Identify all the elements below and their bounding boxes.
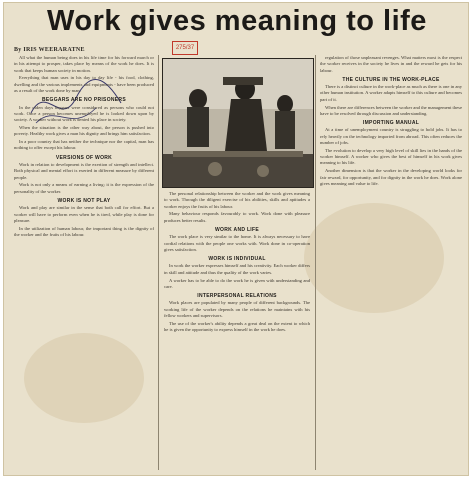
paragraph: The evolution to develop a very high level of skill lies in the hands of the worker himself. A worker who gives the best of himself in his work gives meaning to his life. [320,147,462,166]
paragraph: In a poor country that has neither the technique nor the capital, man has nothing to offer except his labour. [14,139,154,151]
workers-photo-image [163,59,313,187]
paragraph: Work places are populated by many people of different backgrounds. The working life of the worker depends on the relations he maintains with his fellow workers and supervisors. [164,300,310,319]
section-heading: WORK IS INDIVIDUAL [208,256,266,263]
paragraph: Everything that man uses in his day to day life - his food, clothing, dwelling and the various implements and equipments - have been produced as a result of the work done by man. [14,75,154,93]
paragraph: The use of the worker's ability depends a great deal on the extent to which he is given the opportunity to express himself in the work he does. [164,320,310,333]
paragraph: regulation of those unpleasant revenges. What matters most is the respect the worker receives in the society he lives in and the reward he gets for his labour. [320,55,462,73]
paragraph: Work and play are similar in the sense that both call for effort. But a worker will have to perform even when he is tired, while play is done for pleasure. [14,205,154,223]
section-heading: INTERPERSONAL RELATIONS [197,293,277,300]
paragraph: Another dimension is that the worker in the developing world looks for fair reward, for opportunity, and for dignity in the work he does. Work alone gives meaning and value to life. [320,168,462,186]
paragraph: All what the human being does in his life time for his forward march or in his attempt to prosper, takes place by means of the work he does. It is work that keeps human society in motion. [14,55,154,73]
section-heading: WORK IS NOT PLAY [57,197,111,204]
paragraph: The work place is very similar to the home. It is always necessary to have cordial relations with the people one works with. Work done in co-operation gives satisfaction. [164,234,310,252]
paragraph: In the olden days beggars were considered as persons who could not work. Once a person becomes unemployed he is looked down upon by society. A worker without work is denied his place in society. [14,104,154,123]
paragraph: There is a distinct culture in the work-place as much as there is one in any other human institution. A worker adapts himself to this culture and becomes part of it. [320,84,462,102]
paragraph: When there are differences between the worker and the management these have to be resolved through discussion and understanding. [320,104,462,116]
paragraph: When the situation is the other way about, the person is pushed into poverty. Healthy work gives a man his dignity and brings him satisfaction. [14,124,154,137]
section-heading: WORK AND LIFE [215,226,259,233]
paragraph: Many behaviour responds favourably to work. Work done with pleasure produces better results. [164,211,310,223]
section-heading: VERSIONS OF WORK [55,154,113,161]
article-headline: Work gives meaning to life [47,5,427,37]
column-rule [315,55,316,470]
paragraph: A worker has to be able to do the work he is given with understanding and care. [164,277,310,289]
article-byline: By IRIS WEERARATNE [14,47,85,53]
article-column-2 [164,191,310,470]
article-column-3 [320,55,462,470]
article-column-1 [14,55,154,470]
paragraph: At a time of unemployment country is struggling to hold jobs. It has to rely heavily on the technology imported from abroad. This often reduces the number of jobs. [320,127,462,146]
paragraph: Work in relation to development is the exertion of strength and intellect. Both physical and mental effort is exerted in different measure by different people. [14,161,154,180]
newspaper-clipping [3,2,469,476]
section-heading: IMPORTING MANUAL [362,120,420,127]
article-photograph [162,58,314,188]
paragraph: Work is not only a means of earning a living; it is the expression of the personality of the worker. [14,182,154,194]
paragraph: The personal relationship between the worker and the work gives meaning to work. Through the diligent exercise of his abilities, skills and aptitudes a worker enjoys the fruits of his labour. [164,191,310,209]
section-heading: BEGGARS ARE NO PRISONERS [42,97,126,104]
section-heading: THE CULTURE IN THE WORK-PLACE [342,76,440,83]
column-rule [158,55,159,470]
paragraph: In work the worker expresses himself and his creativity. Each worker differs in skill and attitude and thus the quality of the work varies. [164,263,310,275]
paragraph: In the utilization of human labour, the important thing is the dignity of the worker and the fruits of his labour. [14,225,154,237]
archive-stamp: 275/37 [172,41,198,55]
